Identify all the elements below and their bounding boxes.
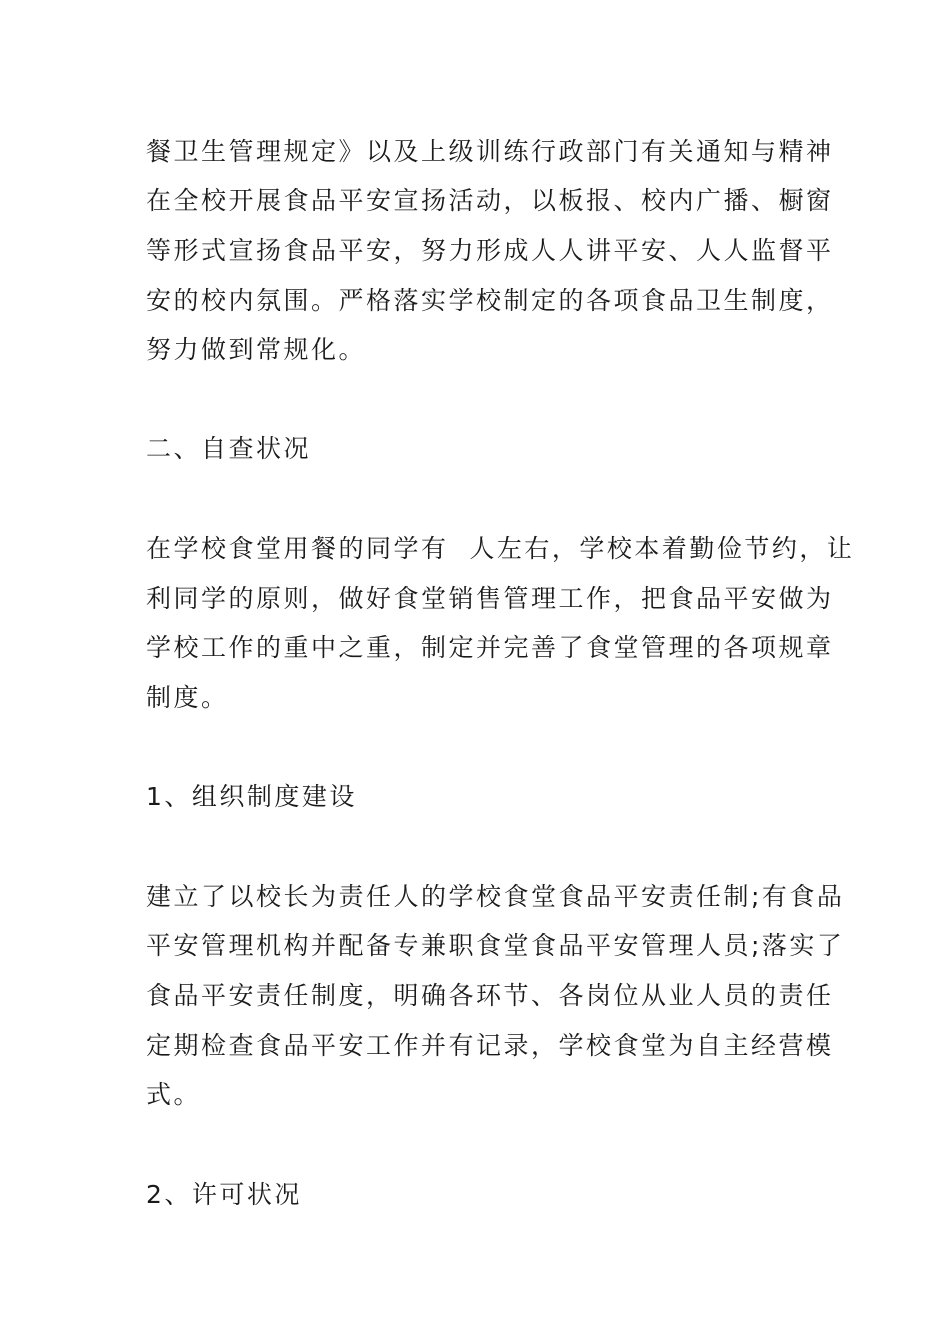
paragraph-line: 平安管理机构并配备专兼职食堂食品平安管理人员;落实了 <box>146 931 845 960</box>
paragraph-line: 式。 <box>146 1080 202 1109</box>
section-heading: 1、组织制度建设 <box>146 782 357 811</box>
paragraph-line: 安的校内氛围。严格落实学校制定的各项食品卫生制度， <box>146 286 834 315</box>
paragraph-line: 餐卫生管理规定》以及上级训练行政部门有关通知与精神 <box>146 137 834 166</box>
paragraph-line: 制度。 <box>146 683 229 712</box>
paragraph-line: 等形式宣扬食品平安，努力形成人人讲平安、人人监督平 <box>146 236 834 265</box>
section-heading: 二、自查状况 <box>146 434 312 463</box>
paragraph-line: 在学校食堂用餐的同学有 人左右，学校本着勤俭节约，让 <box>146 534 855 563</box>
paragraph-line: 努力做到常规化。 <box>146 335 367 364</box>
paragraph-line: 建立了以校长为责任人的学校食堂食品平安责任制;有食品 <box>146 882 845 911</box>
paragraph-line: 定期检查食品平安工作并有记录，学校食堂为自主经营模 <box>146 1031 834 1060</box>
paragraph-line: 利同学的原则，做好食堂销售管理工作，把食品平安做为 <box>146 584 834 613</box>
paragraph-line: 食品平安责任制度，明确各环节、各岗位从业人员的责任 <box>146 981 834 1010</box>
paragraph-line: 学校工作的重中之重，制定并完善了食堂管理的各项规章 <box>146 633 834 662</box>
section-heading: 2、许可状况 <box>146 1180 302 1209</box>
paragraph-line: 在全校开展食品平安宣扬活动，以板报、校内广播、橱窗 <box>146 186 834 215</box>
